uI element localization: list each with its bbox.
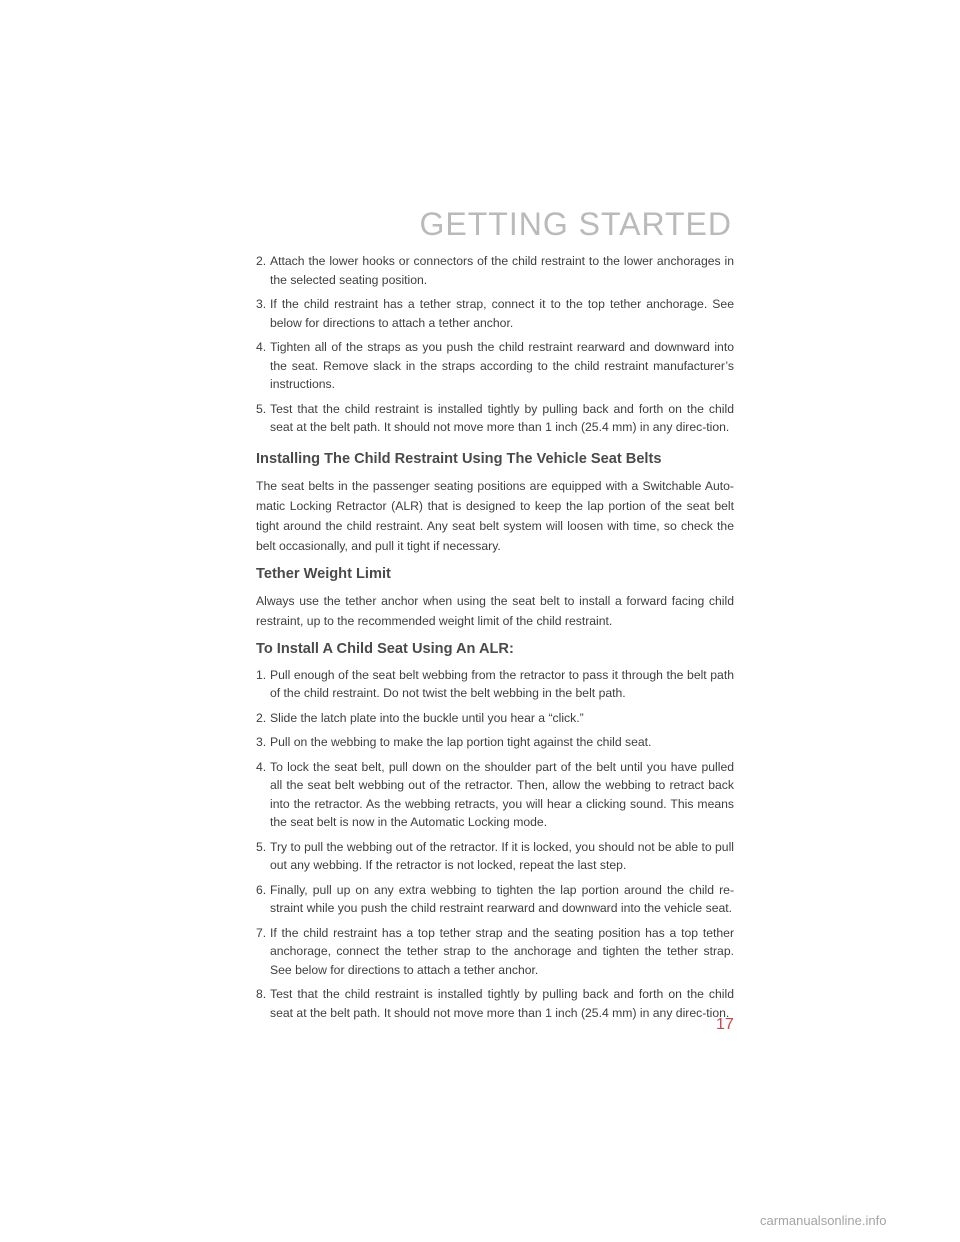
step-number: 3. [256,735,267,749]
section-heading-tether-weight: Tether Weight Limit [256,565,391,582]
step-text: Test that the child restraint is installed tightly by pulling back and forth on the child seat at the belt path. It should not move more than 1 inch (25.4 mm) in any direc-tion. [270,987,734,1020]
list-item [256,666,734,703]
step-number: 1. [256,667,267,682]
step-text: Tighten all of the straps as you push the child restraint rearward and downward into the seat. Remove slack in the straps according to the child restraint manufacturer’s instructions. [270,340,734,391]
step-number: 7. [256,925,267,940]
step-text: Try to pull the webbing out of the retractor. If it is locked, you should not be able to pull out any webbing. If the retractor is not locked, repeat the last step. [270,839,734,872]
section-header: GETTING STARTED [419,206,732,242]
list-item [256,252,734,289]
section-heading-alr: To Install A Child Seat Using An ALR: [256,640,514,657]
page-number: 17 [716,1016,734,1033]
list-item [256,400,734,437]
step-number: 6. [256,882,267,897]
list-item [256,985,734,1022]
installation-steps-list [256,252,734,437]
list-item [256,338,734,394]
alr-steps-list [256,666,734,1023]
section-heading-seat-belts: Installing The Child Restraint Using The Vehicle Seat Belts [256,450,662,467]
step-number: 4. [256,759,267,774]
list-item [256,838,734,875]
step-text: Pull enough of the seat belt webbing from the retractor to pass it through the belt path of the child restraint. Do not twist the belt webbing in the belt path. [270,667,734,700]
list-item [256,733,734,752]
step-text: Slide the latch plate into the buckle until you hear a “click.” [270,710,584,725]
list-item [256,924,734,980]
step-text: If the child restraint has a top tether strap and the seating position has a top tether anchorage, connect the tether strap to the anchorage and tighten the tether strap. See below for directions to attach a tether anchor. [270,925,734,977]
step-text: If the child restraint has a tether strap, connect it to the top tether anchorage. See below for directions to attach a tether anchor. [270,297,734,330]
step-text: Pull on the webbing to make the lap portion tight against the child seat. [270,735,652,749]
section-body-tether-weight: Always use the tether anchor when using the seat belt to install a forward facing child restraint, up to the recommended weight limit of the child restraint. [256,593,734,628]
step-number: 8. [256,987,267,1001]
step-number: 2. [256,254,267,268]
step-number: 5. [256,401,267,416]
step-number: 4. [256,340,267,354]
step-text: Test that the child restraint is installed tightly by pulling back and forth on the child seat at the belt path. It should not move more than 1 inch (25.4 mm) in any direc-tion. [270,401,734,434]
step-number: 3. [256,297,267,311]
list-item [256,881,734,918]
list-item [256,295,734,332]
step-number: 5. [256,839,267,854]
step-text: To lock the seat belt, pull down on the shoulder part of the belt until you have pulled all the seat belt webbing out of the retractor. Then, allow the webbing to retract back into the retractor. As the webbing retracts, you will hear a clicking sound. This means the seat belt is now in the Automatic Locking mode. [270,759,734,829]
section-body-seat-belts: The seat belts in the passenger seating positions are equipped with a Switchable Auto-matic Locking Retractor (ALR) that is designed to keep the lap portion of the seat belt tight around the child restraint. Any seat belt system will loosen with time, so check the belt occasionally, and pull it tight if necessary. [256,478,734,553]
watermark: carmanualsonline.info [760,1213,887,1228]
step-text: Finally, pull up on any extra webbing to tighten the lap portion around the child re-straint while you push the child restraint rearward and downward into the vehicle seat. [270,882,734,915]
page-content [256,252,734,1028]
list-item [256,758,734,832]
step-number: 2. [256,710,267,725]
list-item [256,709,734,728]
step-text: Attach the lower hooks or connectors of the child restraint to the lower anchorages in the selected seating position. [270,254,734,287]
